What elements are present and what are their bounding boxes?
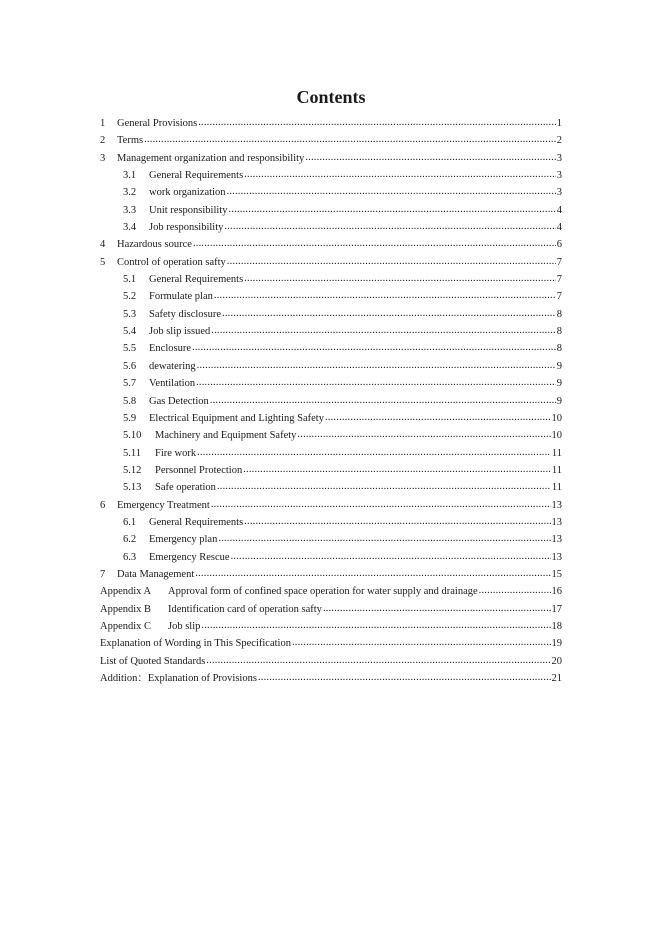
toc-entry-number: 5.7 [123, 378, 137, 390]
toc-entry-title: General Provisions [117, 118, 198, 129]
toc-entry[interactable] [100, 635, 562, 652]
toc-entry-number: Appendix A [100, 586, 152, 598]
dot-leader [258, 669, 551, 686]
toc-entry[interactable] [100, 236, 562, 253]
table-of-contents [100, 115, 562, 687]
toc-entry[interactable] [100, 653, 562, 670]
page-title: Contents [296, 87, 366, 107]
toc-entry-number: 3.4 [123, 222, 137, 234]
dot-leader [217, 478, 551, 495]
toc-entry[interactable] [100, 358, 562, 375]
toc-entry-number: 6.1 [123, 516, 137, 528]
toc-entry[interactable] [100, 427, 562, 444]
toc-entry-page-number: 4 [556, 222, 562, 234]
toc-entry-page-number: 18 [551, 620, 562, 632]
toc-entry-number: Appendix B [100, 603, 152, 615]
toc-entry-number: 5.1 [123, 274, 137, 286]
toc-entry-page-number: 3 [556, 170, 562, 182]
dot-leader [206, 652, 550, 669]
toc-entry[interactable] [100, 445, 562, 462]
toc-entry-page-number: 9 [556, 360, 562, 372]
toc-entry-page-number: 2 [556, 135, 562, 147]
toc-entry-number: 3.3 [123, 204, 137, 216]
dot-leader [244, 513, 550, 530]
toc-entry-number: 5.13 [123, 482, 142, 494]
toc-entry-page-number: 11 [551, 447, 562, 459]
toc-entry-page-number: 8 [556, 343, 562, 355]
toc-entry[interactable] [100, 497, 562, 514]
toc-entry[interactable] [100, 219, 562, 236]
toc-entry-title: Explanation of Wording in This Specification [100, 638, 291, 650]
toc-entry-page-number: 10 [551, 412, 562, 424]
toc-entry-page-number: 17 [551, 603, 562, 615]
toc-entry-page-number: 8 [556, 308, 562, 320]
toc-entry-number: 5.8 [123, 395, 137, 407]
toc-entry-title: General Requirements [149, 170, 244, 182]
toc-entry-page-number: 3 [556, 152, 562, 164]
toc-entry[interactable] [100, 167, 562, 184]
toc-entry[interactable] [100, 549, 562, 566]
toc-entry[interactable] [100, 323, 562, 340]
toc-entry[interactable] [100, 184, 562, 201]
toc-entry-title: Gas Detection [149, 395, 209, 407]
toc-entry-page-number: 13 [551, 516, 562, 528]
toc-entry-page-number: 1 [556, 118, 562, 129]
toc-entry-page-number: 13 [551, 534, 562, 546]
toc-entry-page-number: 21 [551, 673, 562, 684]
toc-entry[interactable] [100, 583, 562, 600]
toc-entry-number: 1 [100, 118, 106, 129]
toc-entry-page-number: 15 [551, 568, 562, 580]
toc-entry[interactable] [100, 132, 562, 149]
toc-entry-page-number: 7 [556, 274, 562, 286]
toc-entry-number: 6 [100, 499, 106, 511]
dot-leader [211, 322, 555, 339]
dot-leader [210, 392, 556, 409]
toc-entry-number: 5.9 [123, 412, 137, 424]
dot-leader [201, 617, 550, 634]
toc-entry-page-number: 3 [556, 187, 562, 199]
toc-entry-title: Emergency Rescue [149, 551, 230, 563]
toc-entry-page-number: 20 [551, 655, 562, 667]
toc-entry-title: dewatering [149, 360, 196, 372]
toc-entry-number: 5.6 [123, 360, 137, 372]
toc-entry-page-number: 9 [556, 378, 562, 390]
toc-entry-title: Machinery and Equipment Safety [155, 430, 297, 442]
dot-leader [228, 201, 555, 218]
dot-leader [197, 357, 556, 374]
toc-entry-number: 5.2 [123, 291, 137, 303]
toc-entry-page-number: 7 [556, 291, 562, 303]
toc-entry-number: 6.3 [123, 551, 137, 563]
toc-entry[interactable] [100, 531, 562, 548]
toc-entry-page-number: 13 [551, 499, 562, 511]
toc-entry[interactable] [100, 514, 562, 531]
dot-leader [197, 444, 551, 461]
toc-entry-title: Emergency plan [149, 534, 218, 546]
toc-entry-title: Addition：Explanation of Provisions [100, 673, 257, 684]
toc-entry-number: 6.2 [123, 534, 137, 546]
toc-entry-title: Safe operation [155, 482, 216, 494]
dot-leader [231, 548, 551, 565]
toc-entry[interactable] [100, 340, 562, 357]
toc-entry-page-number: 10 [551, 430, 562, 442]
toc-entry[interactable] [100, 306, 562, 323]
dot-leader [292, 634, 551, 651]
toc-entry-title: Data Management [117, 568, 195, 580]
toc-entry-title: Ventilation [149, 378, 196, 390]
toc-entry-number: 5.3 [123, 308, 137, 320]
toc-entry[interactable] [100, 115, 562, 132]
dot-leader [297, 426, 550, 443]
toc-entry-page-number: 11 [551, 464, 562, 476]
toc-entry-title: Safety disclosure [149, 308, 222, 320]
toc-entry[interactable] [100, 479, 562, 496]
toc-entry-number: 5.5 [123, 343, 137, 355]
toc-entry-title: work organization [149, 187, 226, 199]
toc-entry-number: 5.10 [123, 430, 142, 442]
toc-entry[interactable] [100, 393, 562, 410]
dot-leader [193, 235, 556, 252]
toc-entry-page-number: 19 [551, 638, 562, 650]
toc-entry-title: General Requirements [149, 516, 244, 528]
dot-leader [227, 183, 556, 200]
toc-entry-title: Job slip issued [149, 326, 211, 338]
toc-entry[interactable] [100, 601, 562, 618]
toc-entry-title: Terms [117, 135, 144, 147]
dot-leader [222, 305, 556, 322]
dot-leader [192, 339, 556, 356]
toc-entry-number: 3.1 [123, 170, 137, 182]
dot-leader [323, 600, 551, 617]
dot-leader [243, 461, 551, 478]
dot-leader [196, 374, 556, 391]
toc-entry[interactable] [100, 410, 562, 427]
toc-entry-title: Management organization and responsibility [117, 152, 305, 164]
toc-entry-title: Emergency Treatment [117, 499, 210, 511]
toc-entry-number: 4 [100, 239, 106, 251]
toc-entry[interactable] [100, 462, 562, 479]
toc-entry-number: 2 [100, 135, 106, 147]
dot-leader [325, 409, 551, 426]
dot-leader [244, 270, 556, 287]
dot-leader [211, 496, 551, 513]
dot-leader [214, 287, 556, 304]
dot-leader [227, 253, 556, 270]
toc-entry-title: List of Quoted Standards [100, 655, 206, 667]
toc-entry-title: Personnel Protection [155, 464, 243, 476]
toc-entry[interactable] [100, 202, 562, 219]
toc-entry-page-number: 16 [551, 586, 562, 598]
toc-entry-title: Electrical Equipment and Lighting Safety [149, 412, 324, 424]
toc-entry[interactable] [100, 670, 562, 687]
toc-entry-title: Job slip [168, 620, 201, 632]
toc-entry-number: 5.4 [123, 326, 137, 338]
toc-entry-title: Unit responsibility [149, 204, 228, 216]
toc-entry[interactable] [100, 150, 562, 167]
toc-entry[interactable] [100, 254, 562, 271]
dot-leader [224, 218, 555, 235]
toc-entry-title: Job responsibility [149, 222, 224, 234]
toc-entry-number: 3 [100, 152, 106, 164]
toc-entry-title: Control of operation safty [117, 256, 226, 268]
toc-entry[interactable] [100, 566, 562, 583]
dot-leader [244, 166, 556, 183]
dot-leader [479, 582, 551, 599]
dot-leader [305, 149, 555, 166]
toc-entry-page-number: 11 [551, 482, 562, 494]
dot-leader [195, 565, 550, 582]
toc-entry[interactable] [100, 288, 562, 305]
toc-entry-number: Appendix C [100, 620, 152, 632]
toc-entry-title: General Requirements [149, 274, 244, 286]
toc-entry-number: 5 [100, 256, 106, 268]
toc-entry-number: 7 [100, 568, 106, 580]
dot-leader [198, 114, 556, 131]
toc-entry[interactable] [100, 618, 562, 635]
toc-entry[interactable] [100, 375, 562, 392]
toc-entry-title: Approval form of confined space operation for water supply and drainage [168, 586, 478, 598]
dot-leader [144, 131, 556, 148]
toc-entry-title: Enclosure [149, 343, 191, 355]
toc-entry-title: Formulate plan [149, 291, 213, 303]
toc-entry-number: 3.2 [123, 187, 137, 199]
toc-entry[interactable] [100, 271, 562, 288]
toc-entry-number: 5.11 [123, 447, 141, 459]
toc-entry-title: Fire work [155, 447, 197, 459]
toc-entry-page-number: 7 [556, 256, 562, 268]
toc-entry-number: 5.12 [123, 464, 142, 476]
toc-entry-page-number: 8 [556, 326, 562, 338]
toc-entry-page-number: 9 [556, 395, 562, 407]
toc-entry-page-number: 6 [556, 239, 562, 251]
dot-leader [218, 530, 550, 547]
toc-entry-page-number: 13 [551, 551, 562, 563]
toc-entry-page-number: 4 [556, 204, 562, 216]
toc-entry-title: Hazardous source [117, 239, 192, 251]
toc-entry-title: Identification card of operation safty [168, 603, 322, 615]
